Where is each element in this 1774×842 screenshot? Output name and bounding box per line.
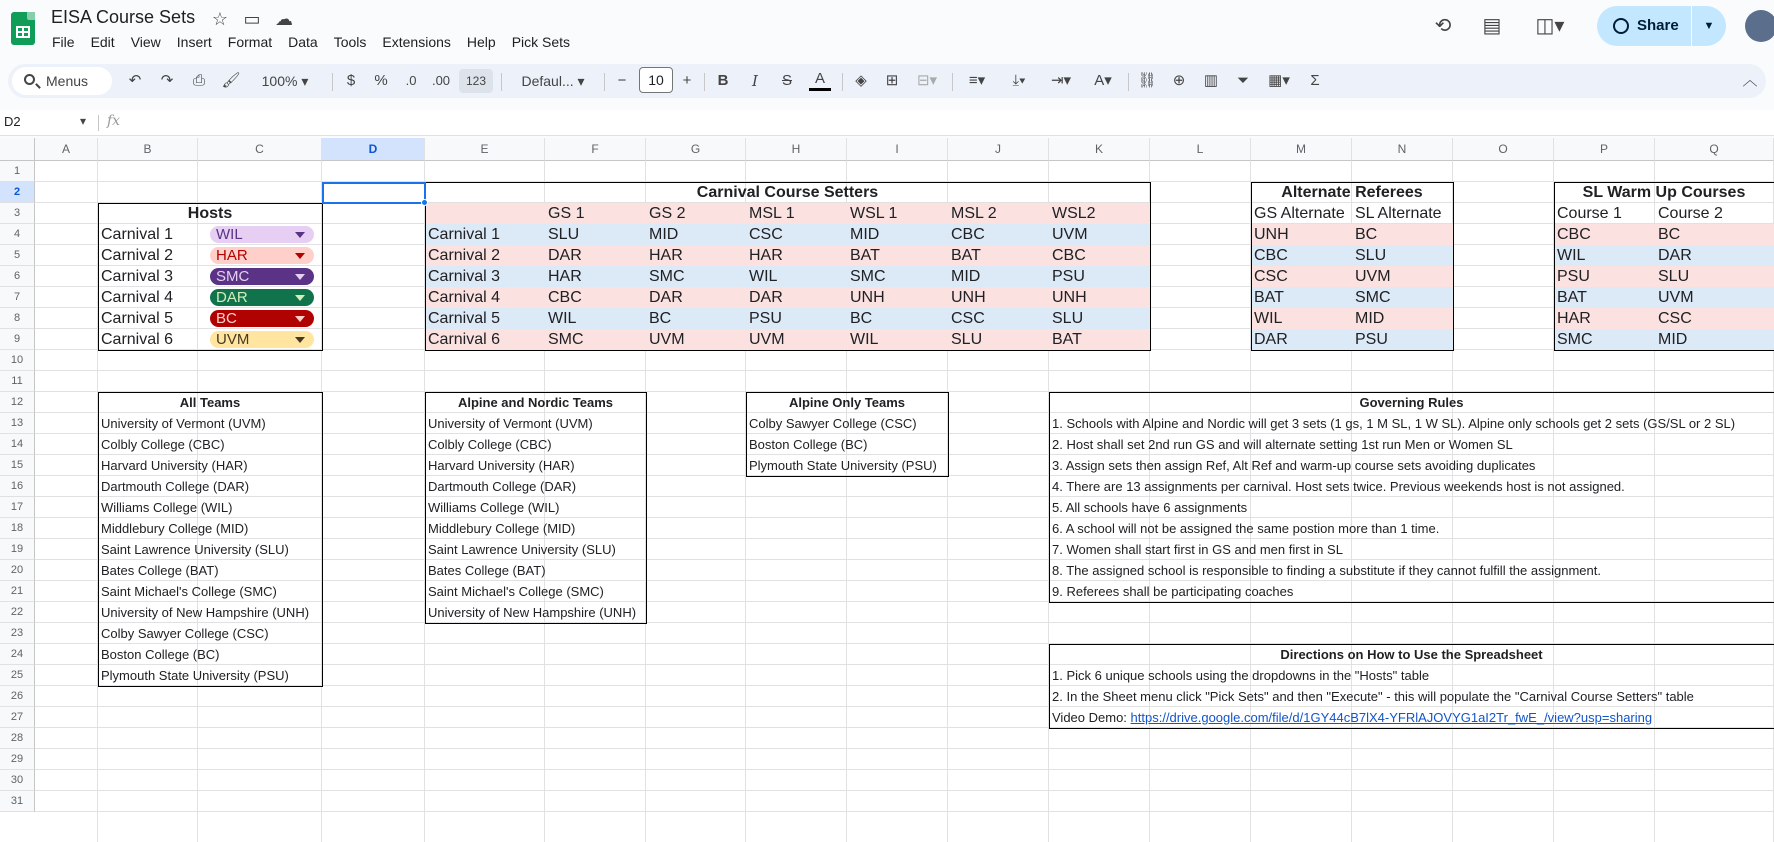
print-icon[interactable]: ⎙ — [192, 72, 205, 89]
host-dropdown-chip[interactable]: WIL — [210, 226, 314, 243]
menu-item-view[interactable]: View — [130, 34, 161, 50]
formula-bar — [0, 110, 1774, 136]
row-header-24[interactable]: 24 — [0, 644, 35, 665]
row-header-5[interactable]: 5 — [0, 245, 35, 266]
font-select[interactable]: Defaul... ▾ — [521, 73, 585, 89]
course-setters-header[interactable]: MSL 2 — [948, 203, 1049, 224]
paint-format-icon[interactable]: 🖌 — [221, 72, 241, 89]
column-header-m[interactable]: M — [1251, 138, 1352, 161]
all-teams-item[interactable]: Colby Sawyer College (CSC) — [101, 626, 269, 641]
governing-rules-item[interactable]: 5. All schools have 6 assignments — [1052, 500, 1248, 515]
column-header-p[interactable]: P — [1554, 138, 1655, 161]
alpine-only-title[interactable]: Alpine Only Teams — [788, 395, 906, 410]
menu-item-insert[interactable]: Insert — [176, 34, 212, 50]
row-header-30[interactable]: 30 — [0, 770, 35, 791]
increase-font-size-button[interactable]: + — [682, 72, 692, 89]
warmup-cell[interactable]: SLU — [1655, 266, 1774, 287]
column-header-n[interactable]: N — [1352, 138, 1453, 161]
warmup-cell[interactable]: PSU — [1554, 266, 1655, 287]
collapse-toolbar-icon[interactable]: ︿ — [1742, 72, 1758, 89]
all-teams-item[interactable]: Boston College (BC) — [101, 647, 220, 662]
alt-refs-cell[interactable]: CSC — [1251, 266, 1352, 287]
governing-rules-item[interactable]: 1. Schools with Alpine and Nordic will get 3 sets (1 gs, 1 M SL, 1 W SL). Alpine only schools get 2 sets (GS/SL or 2 SL) — [1052, 416, 1736, 431]
percent-format-button[interactable]: % — [374, 72, 388, 89]
course-setters-cell[interactable]: BAT — [847, 245, 948, 266]
menu-item-help[interactable]: Help — [466, 34, 496, 50]
warmup-border — [1554, 182, 1774, 351]
sheets-logo-icon[interactable] — [11, 12, 35, 45]
course-setters-row-label[interactable]: Carnival 3 — [425, 266, 545, 287]
row-header-19[interactable]: 19 — [0, 539, 35, 560]
course-setters-cell[interactable]: MID — [847, 224, 948, 245]
course-setters-cell[interactable]: WIL — [847, 329, 948, 350]
selected-cell[interactable] — [322, 182, 426, 204]
column-header-l[interactable]: L — [1150, 138, 1251, 161]
row-header-23[interactable]: 23 — [0, 623, 35, 644]
star-icon[interactable]: ☆ — [211, 9, 229, 29]
course-setters-cell[interactable]: SMC — [847, 266, 948, 287]
hosts-carnival-label[interactable]: Carnival 4 — [101, 289, 174, 306]
course-setters-cell[interactable]: PSU — [746, 308, 847, 329]
menu-item-file[interactable]: File — [52, 34, 75, 50]
course-setters-row-label[interactable]: Carnival 5 — [425, 308, 545, 329]
italic-button[interactable]: I — [752, 72, 758, 90]
alpine-nordic-border — [425, 392, 647, 624]
warmup-cell[interactable]: BC — [1655, 224, 1774, 245]
gridline — [35, 370, 1774, 371]
menu-item-data[interactable]: Data — [288, 34, 318, 50]
course-setters-cell[interactable]: UVM — [1049, 224, 1150, 245]
alpine-only-item[interactable]: Boston College (BC) — [749, 437, 868, 452]
decrease-font-size-button[interactable]: − — [617, 72, 627, 89]
course-setters-cell[interactable]: CBC — [1049, 245, 1150, 266]
row-header-3[interactable]: 3 — [0, 203, 35, 224]
row-header-27[interactable]: 27 — [0, 707, 35, 728]
row-header-2[interactable]: 2 — [0, 182, 35, 203]
menu-item-edit[interactable]: Edit — [90, 34, 115, 50]
row-header-26[interactable]: 26 — [0, 686, 35, 707]
course-setters-cell[interactable]: SLU — [948, 329, 1049, 350]
alpine-nordic-item[interactable]: Bates College (BAT) — [428, 563, 546, 578]
row-header-18[interactable]: 18 — [0, 518, 35, 539]
toolbar — [8, 64, 1766, 98]
row-header-13[interactable]: 13 — [0, 413, 35, 434]
column-header-g[interactable]: G — [646, 138, 746, 161]
course-setters-cell[interactable]: DAR — [646, 287, 746, 308]
course-setters-header[interactable]: WSL 1 — [847, 203, 948, 224]
alpine-nordic-item[interactable]: Williams College (WIL) — [428, 500, 560, 515]
governing-rules-item[interactable]: 2. Host shall set 2nd run GS and will alternate setting 1st run Men or Women SL — [1052, 437, 1513, 452]
warmup-cell[interactable]: CSC — [1655, 308, 1774, 329]
text-color-button[interactable]: A — [809, 69, 831, 91]
fill-handle[interactable] — [421, 199, 428, 206]
alt-refs-cell[interactable]: CBC — [1251, 245, 1352, 266]
avatar[interactable] — [1745, 10, 1774, 42]
row-header-21[interactable]: 21 — [0, 581, 35, 602]
bold-button[interactable]: B — [717, 72, 729, 89]
globe-icon — [1613, 18, 1629, 34]
column-header-j[interactable]: J — [948, 138, 1049, 161]
course-setters-row-label[interactable]: Carnival 4 — [425, 287, 545, 308]
row-header-22[interactable]: 22 — [0, 602, 35, 623]
video-demo-link[interactable]: https://drive.google.com/file/d/1GY44cB7lX4-YFRlAJOVYG1aI2Tr_fwE_/view?usp=sharing — [1130, 710, 1653, 725]
menu-item-pick-sets[interactable]: Pick Sets — [511, 34, 571, 50]
course-setters-cell[interactable]: BAT — [1049, 329, 1150, 350]
redo-icon[interactable]: ↷ — [160, 72, 174, 89]
filter-icon[interactable]: ⏷ — [1236, 72, 1249, 89]
governing-rules-title[interactable]: Governing Rules — [1359, 395, 1464, 410]
course-setters-cell[interactable]: SMC — [646, 266, 746, 287]
warmup-cell[interactable]: WIL — [1554, 245, 1655, 266]
borders-icon[interactable]: ⊞ — [885, 72, 899, 89]
hosts-carnival-label[interactable]: Carnival 5 — [101, 310, 174, 327]
course-setters-cell[interactable]: WIL — [746, 266, 847, 287]
directions-border — [1049, 644, 1774, 729]
course-setters-header[interactable]: WSL2 — [1049, 203, 1150, 224]
row-header-25[interactable]: 25 — [0, 665, 35, 686]
hosts-carnival-label[interactable]: Carnival 3 — [101, 268, 174, 285]
column-header-i[interactable]: I — [847, 138, 948, 161]
alpine-nordic-item[interactable]: Saint Lawrence University (SLU) — [428, 542, 616, 557]
row-header-6[interactable]: 6 — [0, 266, 35, 287]
course-setters-cell[interactable]: SLU — [1049, 308, 1150, 329]
warmup-cell[interactable]: UVM — [1655, 287, 1774, 308]
gridline — [35, 769, 1774, 770]
governing-rules-item[interactable]: 3. Assign sets then assign Ref, Alt Ref and warm-up course sets avoiding duplicates — [1052, 458, 1536, 473]
menu-item-extensions[interactable]: Extensions — [382, 34, 451, 50]
all-teams-item[interactable]: Plymouth State University (PSU) — [101, 668, 289, 683]
course-setters-border — [425, 182, 1151, 351]
strikethrough-button[interactable]: S — [781, 72, 792, 89]
warmup-cell[interactable]: BAT — [1554, 287, 1655, 308]
alpine-nordic-item[interactable]: University of New Hampshire (UNH) — [428, 605, 637, 620]
alt-refs-header[interactable]: GS Alternate — [1254, 205, 1345, 222]
row-header-1[interactable]: 1 — [0, 161, 35, 182]
document-title[interactable]: EISA Course Sets — [51, 7, 196, 27]
alpine-nordic-item[interactable]: Colbly College (CBC) — [428, 437, 552, 452]
course-setters-cell[interactable]: BAT — [948, 245, 1049, 266]
column-header-b[interactable]: B — [98, 138, 198, 161]
row-header-9[interactable]: 9 — [0, 329, 35, 350]
course-setters-cell[interactable]: MID — [948, 266, 1049, 287]
alt-refs-cell[interactable]: UNH — [1251, 224, 1352, 245]
hosts-carnival-label[interactable]: Carnival 1 — [101, 226, 174, 243]
alt-refs-cell[interactable]: MID — [1352, 308, 1453, 329]
course-setters-cell[interactable]: DAR — [545, 245, 646, 266]
course-setters-cell[interactable]: DAR — [746, 287, 847, 308]
vertical-align-icon[interactable]: ⤓▾ — [1012, 72, 1026, 89]
course-setters-cell[interactable]: PSU — [1049, 266, 1150, 287]
gridline — [35, 790, 1774, 791]
alt-refs-cell[interactable]: DAR — [1251, 329, 1352, 350]
alpine-only-item[interactable]: Colby Sawyer College (CSC) — [749, 416, 917, 431]
row-header-12[interactable]: 12 — [0, 392, 35, 413]
alpine-nordic-item[interactable]: Harvard University (HAR) — [428, 458, 575, 473]
meet-icon[interactable]: ◫▾ — [1535, 15, 1565, 37]
alt-refs-cell[interactable]: SMC — [1352, 287, 1453, 308]
row-header-7[interactable]: 7 — [0, 287, 35, 308]
fx-icon: fx — [107, 113, 121, 129]
row-header-31[interactable]: 31 — [0, 791, 35, 812]
warmup-cell[interactable]: DAR — [1655, 245, 1774, 266]
course-setters-cell[interactable]: CBC — [545, 287, 646, 308]
fill-color-icon[interactable]: ◈ — [855, 72, 867, 89]
row-header-14[interactable]: 14 — [0, 434, 35, 455]
course-setters-cell[interactable]: WIL — [545, 308, 646, 329]
all-teams-item[interactable]: Saint Michael's College (SMC) — [101, 584, 277, 599]
cloud-status-icon[interactable]: ☁ — [275, 9, 293, 29]
course-setters-cell[interactable]: SLU — [545, 224, 646, 245]
directions-title[interactable]: Directions on How to Use the Spreadsheet — [1280, 647, 1543, 662]
merge-cells-icon[interactable]: ⊟▾ — [916, 72, 938, 89]
course-setters-cell[interactable]: HAR — [545, 266, 646, 287]
hosts-carnival-label[interactable]: Carnival 6 — [101, 331, 174, 348]
course-setters-row-label[interactable]: Carnival 2 — [425, 245, 545, 266]
course-setters-cell[interactable]: BC — [646, 308, 746, 329]
alt-refs-border — [1251, 182, 1454, 351]
column-header-a[interactable]: A — [35, 138, 98, 161]
governing-rules-item[interactable]: 6. A school will not be assigned the same postion more than 1 time. — [1052, 521, 1440, 536]
alt-refs-title[interactable]: Alternate Referees — [1281, 184, 1423, 201]
hosts-title[interactable]: Hosts — [187, 205, 233, 222]
row-header-15[interactable]: 15 — [0, 455, 35, 476]
alt-refs-cell[interactable]: PSU — [1352, 329, 1453, 350]
all-teams-item[interactable]: Saint Lawrence University (SLU) — [101, 542, 289, 557]
all-teams-item[interactable]: Bates College (BAT) — [101, 563, 219, 578]
all-teams-item[interactable]: Dartmouth College (DAR) — [101, 479, 250, 494]
course-setters-cell[interactable]: HAR — [646, 245, 746, 266]
all-teams-item[interactable]: Colbly College (CBC) — [101, 437, 225, 452]
number-format-button[interactable]: 123 — [459, 69, 493, 93]
course-setters-header[interactable]: MSL 1 — [746, 203, 847, 224]
host-dropdown-chip[interactable]: DAR — [210, 289, 314, 306]
column-header-k[interactable]: K — [1049, 138, 1150, 161]
row-header-16[interactable]: 16 — [0, 476, 35, 497]
warmup-cell[interactable]: MID — [1655, 329, 1774, 350]
course-setters-cell[interactable]: MID — [646, 224, 746, 245]
column-header-c[interactable]: C — [198, 138, 322, 161]
warmup-header[interactable]: Course 1 — [1557, 205, 1622, 222]
alpine-nordic-item[interactable]: University of Vermont (UVM) — [428, 416, 593, 431]
governing-rules-item[interactable]: 7. Women shall start first in GS and men first in SL — [1052, 542, 1343, 557]
course-setters-cell[interactable]: CBC — [948, 224, 1049, 245]
alt-refs-cell[interactable]: SLU — [1352, 245, 1453, 266]
warmup-cell[interactable]: SMC — [1554, 329, 1655, 350]
alpine-nordic-title[interactable]: Alpine and Nordic Teams — [457, 395, 614, 410]
host-dropdown-chip[interactable]: BC — [210, 310, 314, 327]
all-teams-item[interactable]: Harvard University (HAR) — [101, 458, 248, 473]
governing-rules-border — [1049, 392, 1774, 603]
share-button[interactable]: Share — [1597, 6, 1691, 46]
decrease-decimal-button[interactable]: .0 — [405, 73, 417, 88]
all-teams-border — [98, 392, 323, 687]
hosts-table-border — [98, 203, 323, 351]
course-setters-cell[interactable]: CSC — [746, 224, 847, 245]
directions-item[interactable]: 1. Pick 6 unique schools using the dropdowns in the "Hosts" table — [1052, 668, 1430, 683]
row-header-29[interactable]: 29 — [0, 749, 35, 770]
menu-item-tools[interactable]: Tools — [333, 34, 367, 50]
course-setters-cell[interactable]: UNH — [948, 287, 1049, 308]
warmup-cell[interactable]: HAR — [1554, 308, 1655, 329]
course-setters-cell[interactable]: SMC — [545, 329, 646, 350]
all-teams-title[interactable]: All Teams — [179, 395, 241, 410]
warmup-header[interactable]: Course 2 — [1658, 205, 1723, 222]
course-setters-row-label[interactable]: Carnival 1 — [425, 224, 545, 245]
row-header-20[interactable]: 20 — [0, 560, 35, 581]
video-demo-label: Video Demo: — [1052, 710, 1131, 725]
column-header-f[interactable]: F — [545, 138, 646, 161]
row-header-28[interactable]: 28 — [0, 728, 35, 749]
row-header-11[interactable]: 11 — [0, 371, 35, 392]
zoom-select[interactable]: 100% ▾ — [261, 73, 309, 89]
horizontal-align-icon[interactable]: ≡▾ — [968, 72, 986, 89]
comments-icon[interactable]: ▤ — [1482, 15, 1502, 37]
alt-refs-cell[interactable]: BAT — [1251, 287, 1352, 308]
gridline — [35, 811, 1774, 812]
spreadsheet-grid[interactable] — [0, 138, 1774, 842]
column-header-q[interactable]: Q — [1655, 138, 1774, 161]
course-setters-title[interactable]: Carnival Course Setters — [696, 184, 879, 201]
row-header-4[interactable]: 4 — [0, 224, 35, 245]
row-header-17[interactable]: 17 — [0, 497, 35, 518]
all-teams-item[interactable]: Williams College (WIL) — [101, 500, 233, 515]
formula-input[interactable] — [130, 112, 1760, 134]
column-header-o[interactable]: O — [1453, 138, 1554, 161]
host-dropdown-chip[interactable]: SMC — [210, 268, 314, 285]
name-box[interactable]: D2 ▾ — [4, 114, 86, 132]
row-header-8[interactable]: 8 — [0, 308, 35, 329]
increase-decimal-button[interactable]: .00 — [431, 73, 451, 88]
search-icon — [24, 74, 35, 85]
course-setters-cell[interactable]: HAR — [746, 245, 847, 266]
font-size-input[interactable]: 10 — [639, 67, 673, 93]
text-wrapping-icon[interactable]: ⇥▾ — [1050, 72, 1072, 89]
insert-chart-icon[interactable]: ▥ — [1203, 72, 1219, 89]
host-dropdown-chip[interactable]: HAR — [210, 247, 314, 264]
alpine-nordic-item[interactable]: Middlebury College (MID) — [428, 521, 576, 536]
undo-icon[interactable]: ↶ — [128, 72, 142, 89]
currency-format-button[interactable]: $ — [346, 72, 356, 89]
gridline — [35, 748, 1774, 749]
all-teams-item[interactable]: Middlebury College (MID) — [101, 521, 249, 536]
menus-search[interactable]: Menus — [12, 67, 112, 95]
course-setters-header[interactable]: GS 1 — [545, 203, 646, 224]
governing-rules-item[interactable]: 8. The assigned school is responsible to finding a substitute if they cannot fulfill the assignment. — [1052, 563, 1601, 578]
course-setters-header[interactable]: GS 2 — [646, 203, 746, 224]
directions-item[interactable]: 2. In the Sheet menu click "Pick Sets" and then "Execute" - this will populate the "Carnival Course Setters" table — [1052, 689, 1694, 704]
filter-views-icon[interactable]: ▦▾ — [1268, 72, 1290, 89]
title-bar — [0, 0, 1774, 56]
alt-refs-cell[interactable]: UVM — [1352, 266, 1453, 287]
alt-refs-header[interactable]: SL Alternate — [1355, 205, 1442, 222]
course-setters-cell[interactable]: UNH — [847, 287, 948, 308]
course-setters-row-label[interactable]: Carnival 6 — [425, 329, 545, 350]
alt-refs-cell[interactable]: WIL — [1251, 308, 1352, 329]
course-setters-cell[interactable]: UVM — [746, 329, 847, 350]
insert-link-icon[interactable]: ⛓ — [1137, 72, 1157, 89]
menu-item-format[interactable]: Format — [227, 34, 273, 50]
column-header-d[interactable]: D — [322, 138, 425, 161]
functions-button[interactable]: Σ — [1310, 72, 1320, 89]
menu-bar — [44, 32, 578, 52]
course-setters-cell[interactable]: UVM — [646, 329, 746, 350]
warmup-cell[interactable]: CBC — [1554, 224, 1655, 245]
column-header-e[interactable]: E — [425, 138, 545, 161]
text-rotation-icon[interactable]: A▾ — [1094, 72, 1112, 89]
governing-rules-item[interactable]: 9. Referees shall be participating coaches — [1052, 584, 1294, 599]
insert-comment-icon[interactable]: ⊕ — [1172, 72, 1186, 89]
alpine-nordic-item[interactable]: Dartmouth College (DAR) — [428, 479, 577, 494]
column-header-h[interactable]: H — [746, 138, 847, 161]
all-teams-item[interactable]: University of Vermont (UVM) — [101, 416, 266, 431]
row-header-10[interactable]: 10 — [0, 350, 35, 371]
course-setters-cell[interactable]: UNH — [1049, 287, 1150, 308]
alpine-only-item[interactable]: Plymouth State University (PSU) — [749, 458, 937, 473]
warmup-title[interactable]: SL Warm Up Courses — [1582, 184, 1746, 201]
all-teams-item[interactable]: University of New Hampshire (UNH) — [101, 605, 310, 620]
version-history-icon[interactable]: ⟲ — [1434, 15, 1452, 37]
governing-rules-item[interactable]: 4. There are 13 assignments per carnival. Host sets twice. Previous weekends host is not assigned. — [1052, 479, 1625, 494]
alpine-only-border — [746, 392, 949, 477]
share-dropdown-button[interactable]: ▼ — [1692, 6, 1726, 46]
hosts-carnival-label[interactable]: Carnival 2 — [101, 247, 174, 264]
move-folder-icon[interactable]: ▭ — [243, 9, 261, 29]
alt-refs-cell[interactable]: BC — [1352, 224, 1453, 245]
course-setters-cell[interactable]: BC — [847, 308, 948, 329]
host-dropdown-chip[interactable]: UVM — [210, 331, 314, 348]
alpine-nordic-item[interactable]: Saint Michael's College (SMC) — [428, 584, 604, 599]
course-setters-cell[interactable]: CSC — [948, 308, 1049, 329]
select-all-corner[interactable] — [0, 138, 35, 161]
